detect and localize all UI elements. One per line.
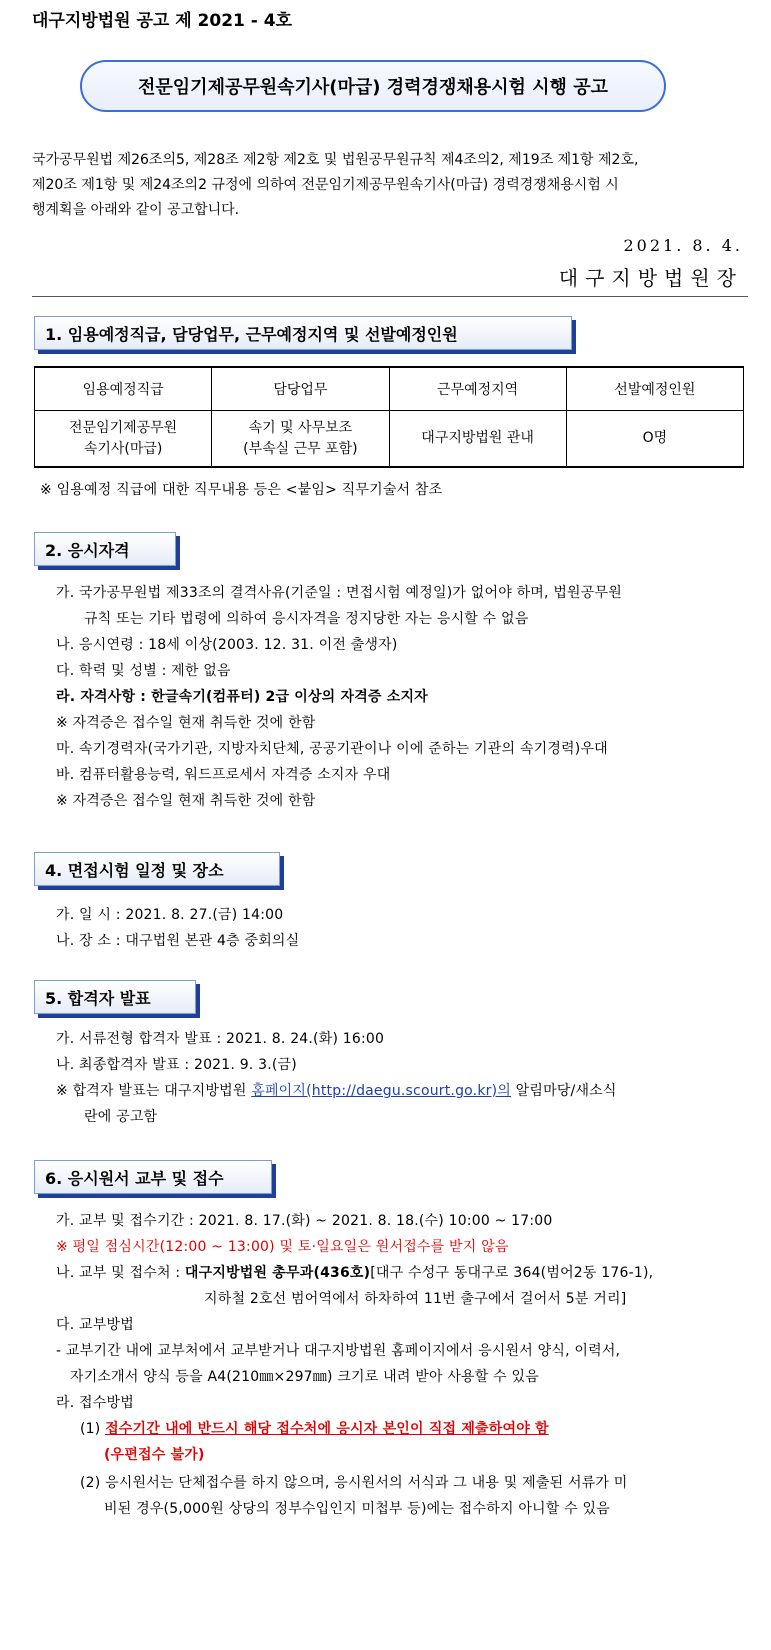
table-row bbox=[35, 411, 744, 468]
qualification-ga-cont: 규칙 또는 기타 법령에 의하여 응시자격을 정지당한 자는 응시할 수 없음 bbox=[84, 611, 529, 627]
submission-item-2-cont: 비된 경우(5,000원 상당의 정부수입인지 미첩부 등)에는 접수하지 아니할 수 있음 bbox=[104, 1501, 610, 1517]
qualification-ma: 마. 속기경력자(국가기관, 지방자치단체, 공공기관이나 이에 준하는 기관의 속기경력)우대 bbox=[56, 741, 608, 757]
application-place bbox=[56, 1262, 653, 1282]
item-number: (1) bbox=[80, 1421, 106, 1437]
section-1-note: ※ 임용예정 직급에 대한 직무내용 등은 <붙임> 직무기술서 참조 bbox=[40, 482, 443, 498]
page-title: 전문임기제공무원속기사(마급) 경력경쟁채용시험 시행 공고 bbox=[80, 60, 666, 112]
note-text: 알림마당/새소식 bbox=[511, 1083, 617, 1099]
table-cell-duty bbox=[212, 411, 389, 468]
recruitment-table bbox=[34, 366, 744, 468]
table-header-cell: 근무예정지역 bbox=[389, 367, 566, 411]
intro-paragraph bbox=[32, 148, 744, 223]
announcement-note-cont: 란에 공고함 bbox=[84, 1109, 158, 1125]
section-5-heading: 5. 합격자 발표 bbox=[34, 980, 196, 1014]
note-text: ※ 합격자 발표는 대구지방법원 bbox=[56, 1083, 252, 1099]
submission-method: 라. 접수방법 bbox=[56, 1395, 134, 1411]
distribution-method: 다. 교부방법 bbox=[56, 1317, 134, 1333]
qualification-note: ※ 자격증은 접수일 현재 취득한 것에 한함 bbox=[56, 715, 316, 731]
item-1-text: 접수기간 내에 반드시 해당 접수처에 응시자 본인이 직접 제출하여야 함 bbox=[105, 1421, 549, 1437]
announcement-document: 가. 서류전형 합격자 발표 : 2021. 8. 24.(화) 16:00 bbox=[56, 1031, 385, 1047]
table-header-cell: 임용예정직급 bbox=[35, 367, 212, 411]
submission-item-1-cont: (우편접수 불가) bbox=[104, 1447, 205, 1463]
qualification-note: ※ 자격증은 접수일 현재 취득한 것에 한함 bbox=[56, 793, 316, 809]
table-cell-grade bbox=[35, 411, 212, 468]
notice-number: 대구지방법원 공고 제 2021 - 4호 bbox=[32, 11, 293, 31]
interview-place: 나. 장 소 : 대구법원 본관 4층 중회의실 bbox=[56, 933, 300, 949]
grade-line: 전문임기제공무원 bbox=[69, 419, 178, 436]
issuing-authority: 대구지방법원장 bbox=[558, 266, 743, 290]
place-label: 나. 교부 및 접수처 : bbox=[56, 1265, 185, 1281]
submission-item-1 bbox=[80, 1418, 549, 1438]
intro-line: 제20조 제1항 및 제24조의2 규정에 의하여 전문임기제공무원속기사(마급) 경력경쟁채용시험 시 bbox=[32, 177, 619, 193]
section-1-heading: 1. 임용예정직급, 담당업무, 근무예정지역 및 선발예정인원 bbox=[34, 316, 572, 350]
qualification-na: 나. 응시연령 : 18세 이상(2003. 12. 31. 이전 출생자) bbox=[56, 637, 398, 653]
table-header-cell: 선발예정인원 bbox=[566, 367, 743, 411]
application-period: 가. 교부 및 접수기간 : 2021. 8. 17.(화) ~ 2021. 8. 18.(수) 10:00 ~ 17:00 bbox=[56, 1213, 553, 1229]
duty-line: (부속실 근무 포함) bbox=[243, 440, 358, 457]
submission-item-2: (2) 응시원서는 단체접수를 하지 않으며, 응시원서의 서식과 그 내용 및 제출된 서류가 미 bbox=[80, 1475, 628, 1491]
intro-line: 행계획을 아래와 같이 공고합니다. bbox=[32, 202, 240, 218]
section-2-heading: 2. 응시자격 bbox=[34, 532, 176, 566]
table-header-row bbox=[35, 367, 744, 411]
divider bbox=[32, 296, 748, 297]
table-cell-count: O명 bbox=[566, 411, 743, 468]
qualification-ga: 가. 국가공무원법 제33조의 결격사유(기준일 : 면접시험 예정일)가 없어야 하며, 법원공무원 bbox=[56, 585, 622, 601]
qualification-ba: 바. 컴퓨터활용능력, 워드프로세서 자격증 소지자 우대 bbox=[56, 767, 391, 783]
homepage-link[interactable]: 홈페이지(http://daegu.scourt.go.kr)의 bbox=[251, 1083, 511, 1099]
section-6-heading: 6. 응시원서 교부 및 접수 bbox=[34, 1160, 272, 1194]
table-header-cell: 담당업무 bbox=[212, 367, 389, 411]
notice-date: 2021. 8. 4. bbox=[623, 236, 743, 255]
interview-datetime: 가. 일 시 : 2021. 8. 27.(금) 14:00 bbox=[56, 907, 284, 923]
distribution-detail: - 교부기간 내에 교부처에서 교부받거나 대구지방법원 홈페이지에서 응시원서 양식, 이력서, bbox=[56, 1343, 621, 1359]
lunch-warning: ※ 평일 점심시간(12:00 ~ 13:00) 및 토·일요일은 원서접수를 받지 않음 bbox=[56, 1239, 509, 1255]
announcement-final: 나. 최종합격자 발표 : 2021. 9. 3.(금) bbox=[56, 1057, 297, 1073]
duty-line: 속기 및 사무보조 bbox=[248, 419, 353, 436]
intro-line: 국가공무원법 제26조의5, 제28조 제2항 제2호 및 법원공무원규칙 제4조의2, 제19조 제1항 제2호, bbox=[32, 152, 639, 168]
place-office: 대구지방법원 총무과(436호) bbox=[184, 1265, 371, 1281]
table-cell-region: 대구지방법원 관내 bbox=[389, 411, 566, 468]
place-address: [대구 수성구 동대구로 364(범어2동 176-1), bbox=[370, 1265, 654, 1281]
grade-line: 속기사(마급) bbox=[83, 440, 163, 457]
qualification-da: 다. 학력 및 성별 : 제한 없음 bbox=[56, 663, 231, 679]
qualification-ra: 라. 자격사항 : 한글속기(컴퓨터) 2급 이상의 자격증 소지자 bbox=[56, 689, 428, 705]
application-place-cont: 지하철 2호선 범어역에서 하차하여 11번 출구에서 걸어서 5분 거리] bbox=[204, 1291, 627, 1307]
section-4-heading: 4. 면접시험 일정 및 장소 bbox=[34, 852, 280, 886]
distribution-detail-cont: 자기소개서 양식 등을 A4(210㎜×297㎜) 크기로 내려 받아 사용할 수 있음 bbox=[70, 1369, 539, 1385]
announcement-note bbox=[56, 1080, 617, 1100]
